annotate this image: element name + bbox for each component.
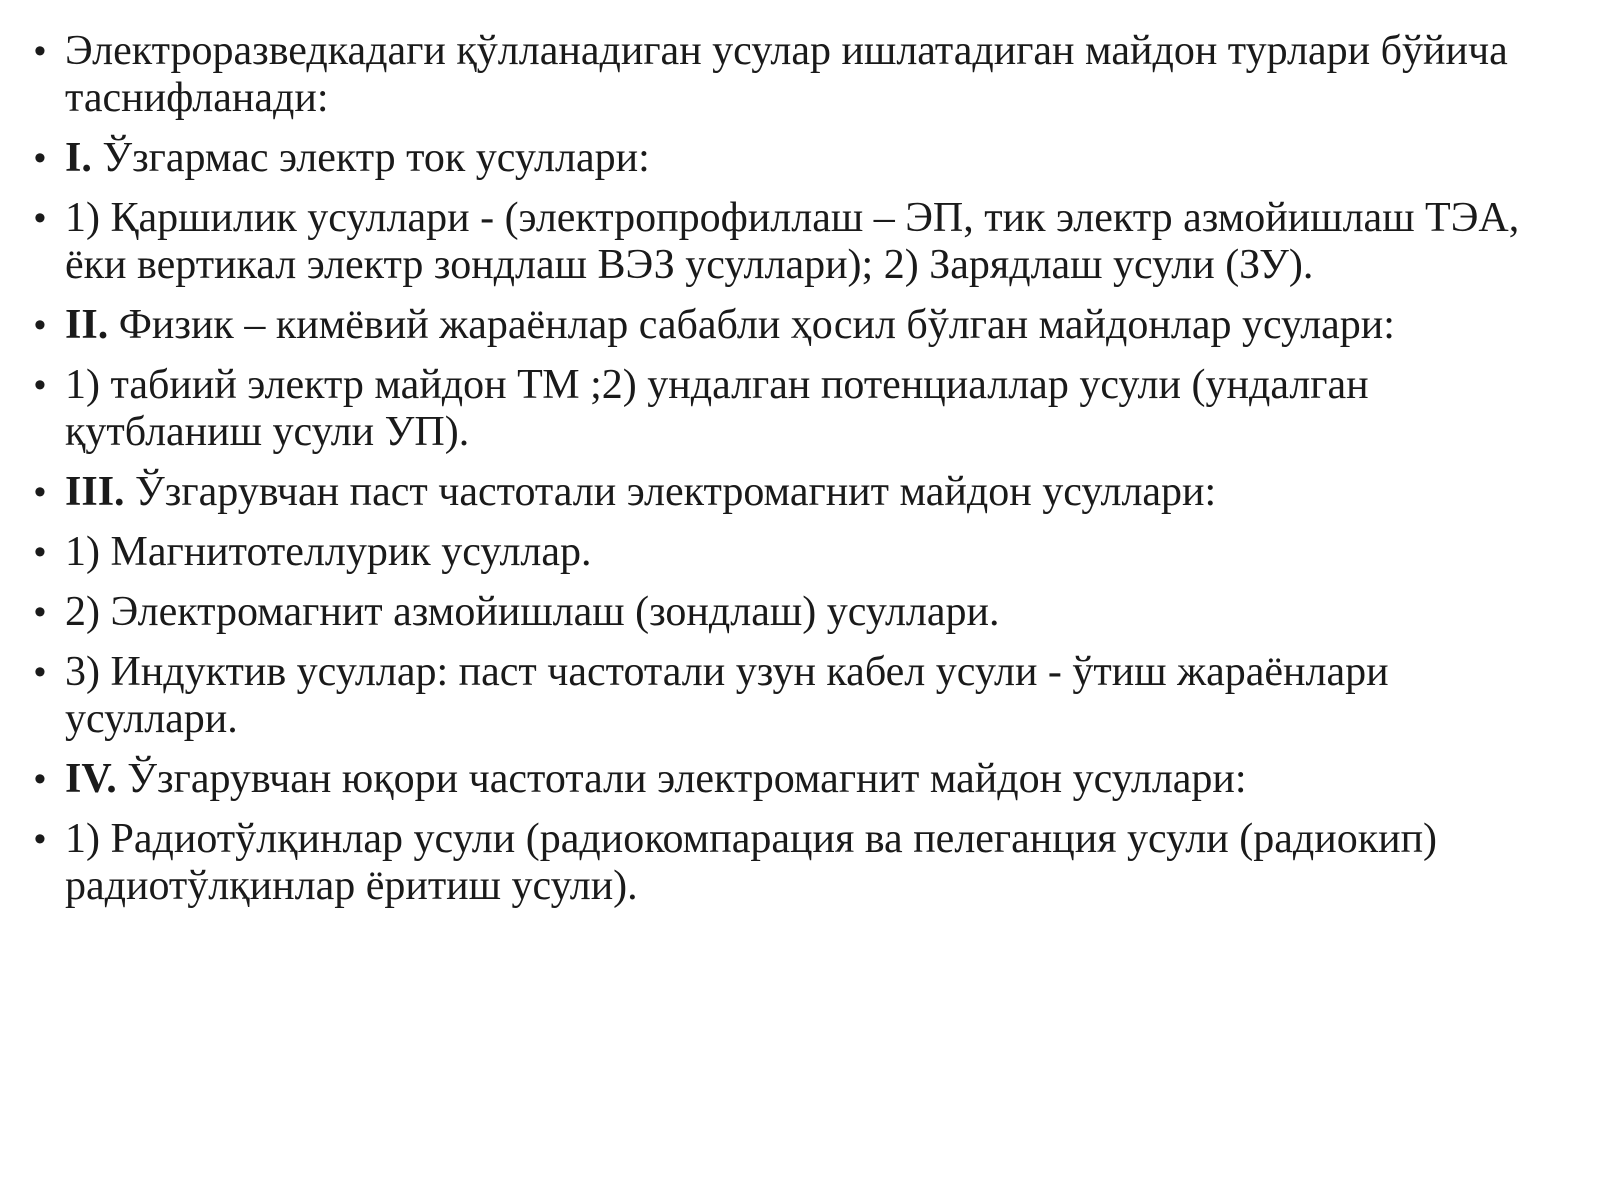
bullet-text: Ўзгармас электр ток усуллари: [91,135,650,181]
bullet-dot-icon: • [34,306,46,344]
bullet-text: Электроразведкадаги қўлланадиган усулар ишлатадиган майдон турлари бўйича таснифланади: [65,28,1508,121]
bullet-dot-icon: • [34,653,46,691]
bullet-dot-icon: • [34,820,46,858]
bullet-dot-icon: • [34,32,46,70]
section-number: I. [65,135,92,181]
bullet-item-7 [34,529,1570,576]
section-number: III. [65,469,125,515]
bullet-dot-icon: • [34,366,46,404]
bullet-item-10 [34,756,1570,803]
bullet-text: Ўзгарувчан юқори частотали электромагнит майдон усуллари: [116,756,1247,802]
bullet-dot-icon: • [34,139,46,177]
bullet-item-9 [34,649,1570,743]
bullet-item-2 [34,135,1570,182]
bullet-list [34,28,1570,910]
bullet-text: Ўзгарувчан паст частотали электромагнит майдон усуллари: [124,469,1217,515]
bullet-item-5 [34,362,1570,456]
section-number: IV. [65,756,117,802]
bullet-text: 3) Индуктив усуллар: паст частотали узун кабел усули - ўтиш жараёнлари усуллари. [65,649,1389,742]
bullet-dot-icon: • [34,533,46,571]
bullet-item-3 [34,195,1570,289]
bullet-item-1 [34,28,1570,122]
bullet-text: 1) Магнитотеллурик усуллар. [65,529,592,575]
bullet-text: 1) Қаршилик усуллари - (электропрофиллаш – ЭП, тик электр азмойишлаш ТЭА, ёки вертикал электр зондлаш ВЭЗ усуллари); 2) Зарядлаш усули (ЗУ). [65,195,1520,288]
bullet-dot-icon: • [34,473,46,511]
bullet-dot-icon: • [34,593,46,631]
bullet-text: 2) Электромагнит азмойишлаш (зондлаш) усуллари. [65,589,1000,635]
bullet-dot-icon: • [34,760,46,798]
bullet-item-8 [34,589,1570,636]
bullet-item-11 [34,816,1570,910]
bullet-dot-icon: • [34,199,46,237]
bullet-text: Физик – кимёвий жараёнлар сабабли ҳосил бўлган майдонлар усулари: [108,302,1395,348]
section-number: II. [65,302,109,348]
bullet-text: 1) Радиотўлқинлар усули (радиокомпарация ва пелеганция усули (радиокип) радиотўлқинлар ёритиш усули). [65,816,1438,909]
bullet-item-6 [34,469,1570,516]
bullet-item-4 [34,302,1570,349]
bullet-text: 1) табиий электр майдон ТМ ;2) ундалган потенциаллар усули (ундалган қутбланиш усули УП). [65,362,1369,455]
